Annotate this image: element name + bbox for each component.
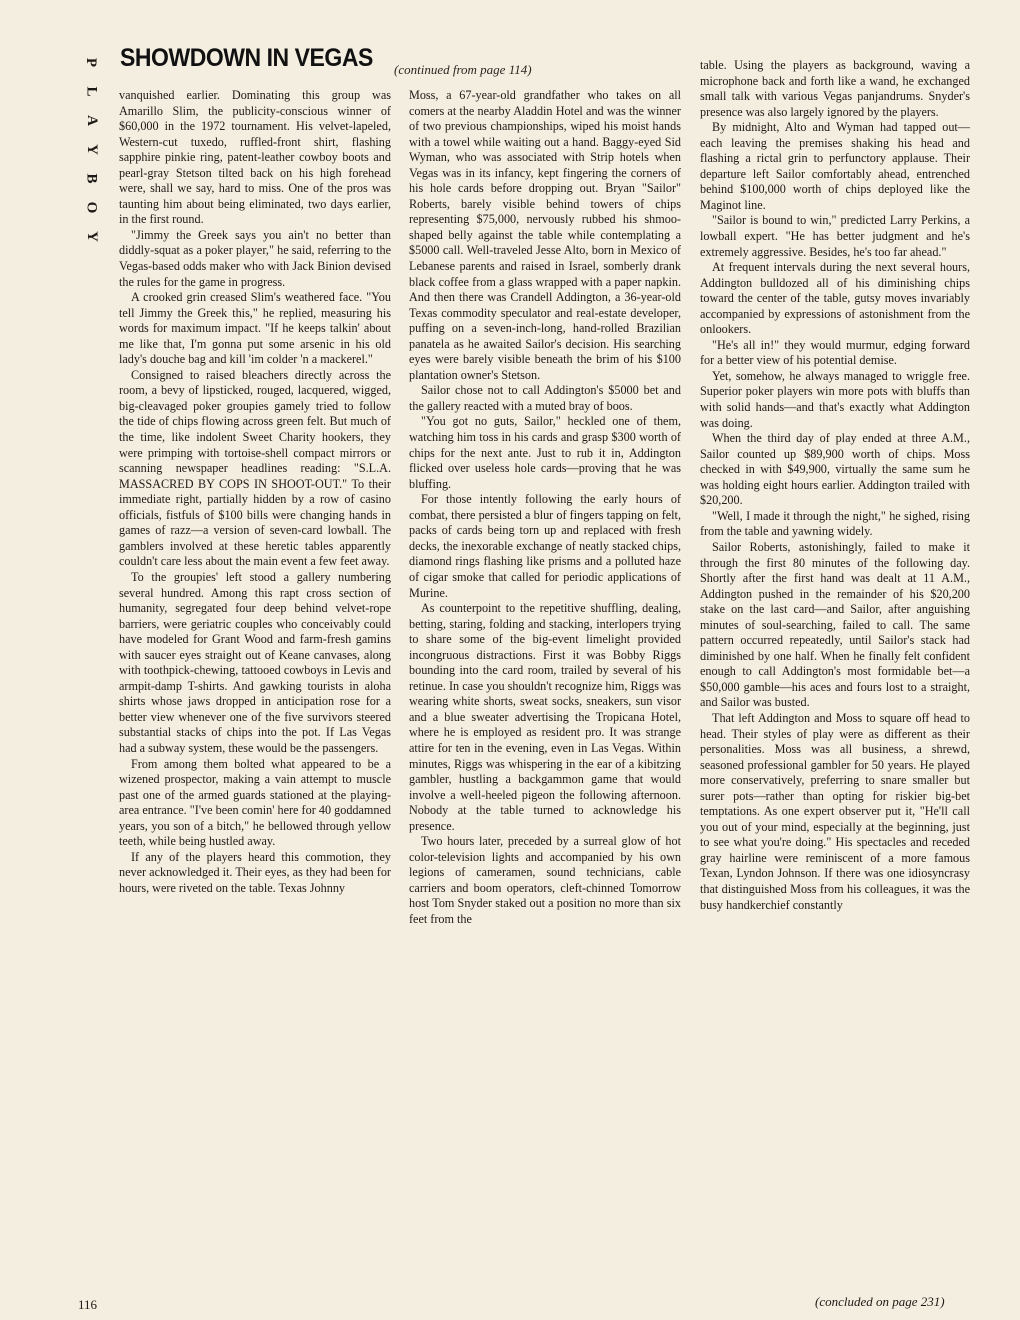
paragraph: "Jimmy the Greek says you ain't no better than diddly-squat as a poker player," he said, referring to the Vegas-based odds maker who with Jack Binion devised the rules for the game in progress. [119, 227, 391, 289]
paragraph: Moss, a 67-year-old grandfather who takes on all comers at the nearby Aladdin Hotel and was the winner of two previous championships, wiped his moist hands with a towel while waiting out a hand. Baggy-eyed Sid Wyman, who was associated with Strip hotels when Vegas was in its infancy, kept fingering the corners of his hole cards before dropping out. Bryan "Sailor" Roberts, barely visible behind towers of chips representing $75,000, nervously rubbed his shmoo-shaped belly against the table while contemplating a $5000 call. Well-traveled Jesse Alto, born in Mexico of Lebanese parents and raised in Israel, somberly drank black coffee from a glass wrapped with a paper napkin. And then there was Crandell Addington, a 36-year-old Texas commodity speculator and real-estate developer, puffing on a seven-inch-long, hand-rolled Brazilian panatela as he awaited Sailor's decision. His searching eyes were barely visible beneath the brim of his $100 plantation owner's Stetson. [409, 88, 681, 382]
text-column-2 [409, 88, 681, 928]
paragraph: Consigned to raised bleachers directly across the room, a bevy of lipsticked, rouged, lacquered, wigged, big-cleavaged poker groupies gamely tried to follow the tide of chips flowing across green felt. But much of the time, like indolent Sweet Charity hookers, they were primping with tortoise-shell compact mirrors or scanning newspaper headlines reading: "S.L.A. MASSACRED BY COPS IN SHOOT-OUT." To their immediate right, partially hidden by a row of casino officials, fistfuls of $100 bills were changing hands in games of razz—a version of seven-card lowball. The gamblers involved at these heretic tables apparently couldn't care less about the main event a few feet away. [119, 367, 391, 569]
paragraph: "He's all in!" they would murmur, edging forward for a better view of his potential demise. [700, 337, 970, 368]
paragraph: vanquished earlier. Dominating this group was Amarillo Slim, the publicity-conscious winner of $60,000 in the 1972 tournament. His velvet-lapeled, Western-cut tuxedo, ruffled-front shirt, flashing sapphire pinkie ring, patent-leather cowboy boots and pearl-gray Stetson tilted back on his high forehead were, shall we say, hard to miss. One of the pros was taunting him about being eliminated, two days earlier, in the first round. [119, 88, 391, 227]
logo-letter: P [83, 57, 100, 68]
logo-letter: O [83, 201, 100, 214]
text-column-1 [119, 88, 391, 896]
paragraph: That left Addington and Moss to square off head to head. Their styles of play were as different as their personalities. Moss was all business, a shrewd, seasoned professional gambler for 50 years. He played more conservatively, preferring to snare smaller but surer pots—rather than opting for riskier big-bet temptations. As one expert observer put it, "He'll call you out of your mind, especially at the beginning, just to see what you're doing." His spectacles and receded gray hairline were reminiscent of a more famous Texan, Lyndon Johnson. If there was one idiosyncrasy that distinguished Moss from his colleagues, it was the busy handkerchief constantly [700, 710, 970, 912]
page-number: 116 [78, 1297, 98, 1312]
paragraph: At frequent intervals during the next several hours, Addington bulldozed all of his diminishing chips toward the center of the table, gutsy moves invariably accompanied by expressions of astonishment from the onlookers. [700, 260, 970, 337]
paragraph: "You got no guts, Sailor," heckled one of them, watching him toss in his cards and grasp $300 worth of chips for the next ante. Just to rub it in, Addington flicked over useless hole cards—proving that he was bluffing. [409, 414, 681, 491]
playboy-side-logo [78, 48, 104, 251]
logo-letter: L [83, 86, 100, 97]
paragraph: Two hours later, preceded by a surreal glow of hot color-television lights and accompanied by his own legions of cameramen, sound technicians, cable carriers and boom operators, cleft-chinned Tomorrow host Tom Snyder staked out a position no more than six feet from the [409, 834, 681, 926]
paragraph: table. Using the players as background, waving a microphone back and forth like a wand, he exchanged small talk with various Vegas panjandrums. Snyder's presence was also largely ignored by the players. [700, 58, 970, 119]
paragraph: As counterpoint to the repetitive shuffling, dealing, betting, staring, folding and stacking, interlopers trying to share some of the big-event limelight provided incongruous distractions. First it was Bobby Riggs bounding into the card room, trailed by several of his retinue. In case you shouldn't recognize him, Riggs was wearing white shorts, sweat socks, sneakers, sun visor and a blue sweater advertising the Tropicana Hotel, where he is employed as resident pro. It was strange attire for ten in the evening, even in Las Vegas. Within minutes, Riggs was whispering in the ear of a kibitzing gambler, hustling a backgammon game that would involve a well-heeled pigeon the following afternoon. Nobody at the table turned to acknowledge his presence. [409, 601, 681, 833]
paragraph: When the third day of play ended at three A.M., Sailor counted up $89,900 worth of chips. Moss checked in with $49,900, virtually the same sum he was holding eight hours earlier. Addington trailed with $20,200. [700, 431, 970, 508]
logo-letter: A [83, 115, 100, 126]
paragraph: For those intently following the early hours of combat, there persisted a blur of fingers tapping on felt, packs of cards being torn up and replaced with fresh decks, the inexorable exchange of neatly stacked chips, diamond rings flashing like prisms and a polluted haze of cigar smoke that called for periodic applications of Murine. [409, 492, 681, 600]
continued-from-note: (continued from page 114) [394, 62, 532, 77]
logo-letter: Y [83, 144, 100, 155]
paragraph: "Sailor is bound to win," predicted Larry Perkins, a lowball expert. "He has better judgment and he's extremely aggressive. Besides, he's too far ahead." [700, 213, 970, 259]
paragraph: If any of the players heard this commotion, they never acknowledged it. Their eyes, as they had been for hours, were riveted on the table. Texas Johnny [119, 849, 391, 895]
article-title: SHOWDOWN IN VEGAS [120, 44, 373, 72]
paragraph: Yet, somehow, he always managed to wriggle free. Superior poker players win more pots with bluffs than with solid hands—and that's exactly what Addington was doing. [700, 368, 970, 430]
paragraph: Sailor Roberts, astonishingly, failed to make it through the first 80 minutes of the following day. Shortly after the first hand was dealt at 11 A.M., Addington pushed in the remainder of his $20,200 stake on the last card—and Sailor, after anguishing minutes of soul-searching, failed to call. The same pattern occurred repeatedly, until Sailor's stack had diminished by one half. When he finally felt confident enough to call Addington's most formidable bet—a $50,000 gamble—his aces and fours lost to a straight, and Sailor was busted. [700, 539, 970, 710]
paragraph: "Well, I made it through the night," he sighed, rising from the table and yawning widely. [700, 508, 970, 539]
paragraph: A crooked grin creased Slim's weathered face. "You tell Jimmy the Greek this," he replied, measuring his words for maximum impact. "If he keeps talkin' about me like that, I'm gonna put some arsenic in his old lady's douche bag and kill 'im colder 'n a mackerel." [119, 290, 391, 367]
logo-letter: B [83, 173, 100, 184]
paragraph: By midnight, Alto and Wyman had tapped out—each leaving the premises shaking his head and flashing a rictal grin to perfunctory applause. Their departure left Sailor comfortably ahead, entrenched behind $100,000 worth of chips deployed like the Maginot line. [700, 120, 970, 212]
concluded-on-note: (concluded on page 231) [815, 1294, 945, 1309]
paragraph: Sailor chose not to call Addington's $5000 bet and the gallery reacted with a muted bray of boos. [409, 383, 681, 413]
paragraph: From among them bolted what appeared to be a wizened prospector, making a vain attempt to muscle past one of the armed guards stationed at the playing-area entrance. "I've been comin' here for 40 goddamned years, you son of a bitch," he bellowed through yellow teeth, while being hustled away. [119, 756, 391, 849]
logo-letter: Y [83, 231, 100, 242]
text-column-3 [700, 58, 970, 913]
paragraph: To the groupies' left stood a gallery numbering several hundred. Among this rapt cross section of humanity, segregated four deep behind velvet-rope barriers, were geriatric couples who conceivably could have modeled for Grant Wood and farm-fresh gamins with saucer eyes straight out of Keane canvases, along with toothpick-chewing, tattooed cowboys in Levis and armpit-damp T-shirts. And gawking tourists in aloha shirts whose jaws dropped in anticipation rose for a better view whenever one of the five survivors steered substantial stacks of chips into the pot. If Las Vegas had a subway system, these would be the passengers. [119, 569, 391, 755]
